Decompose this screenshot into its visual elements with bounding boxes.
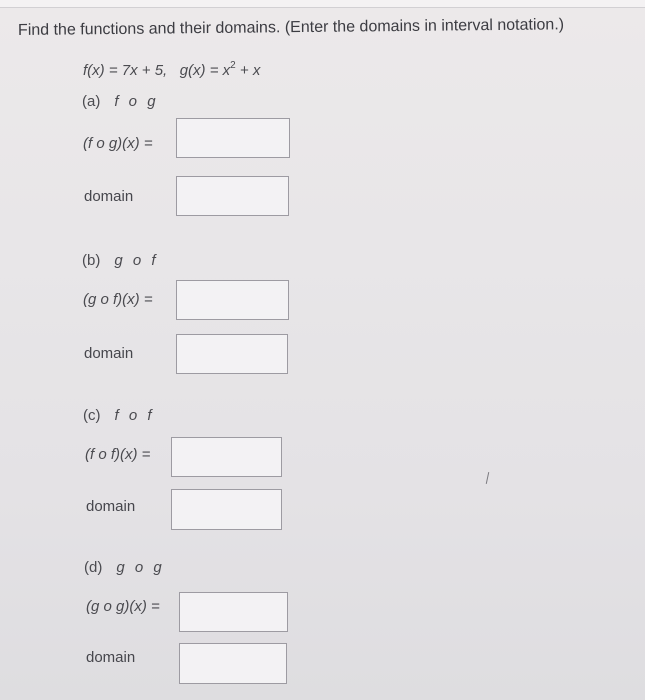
part-b-domain-input[interactable] bbox=[176, 334, 288, 374]
part-c-domain-input[interactable] bbox=[171, 489, 282, 530]
problem-title: Find the functions and their domains. (Enter the domains in interval notation.) bbox=[17, 16, 565, 39]
part-c-operation: f o f bbox=[114, 407, 155, 424]
part-a-label bbox=[82, 93, 159, 110]
function-definitions bbox=[83, 60, 260, 79]
part-c-domain-label: domain bbox=[86, 498, 136, 515]
part-b-label bbox=[82, 252, 159, 269]
part-c-label bbox=[83, 407, 155, 424]
g-definition: g(x) = x bbox=[179, 62, 231, 79]
part-a-domain-input[interactable] bbox=[176, 176, 289, 216]
part-a-letter: (a) bbox=[82, 93, 101, 110]
part-d-operation: g o g bbox=[116, 559, 165, 576]
g-exponent: 2 bbox=[230, 60, 236, 71]
part-c-letter: (c) bbox=[83, 407, 101, 424]
part-b-domain-label: domain bbox=[84, 345, 134, 362]
part-a-answer-input[interactable] bbox=[176, 118, 290, 158]
part-b-letter: (b) bbox=[82, 252, 101, 269]
part-d-answer-input[interactable] bbox=[179, 592, 288, 632]
part-d-label bbox=[84, 559, 165, 576]
part-d-domain-label: domain bbox=[86, 649, 136, 666]
f-definition: f(x) = 7x + 5, bbox=[83, 62, 168, 79]
page-top-edge bbox=[0, 0, 645, 8]
part-c-answer-input[interactable] bbox=[171, 437, 282, 477]
part-d-letter: (d) bbox=[84, 559, 103, 576]
part-a-domain-label: domain bbox=[84, 188, 134, 205]
part-a-expression: (f o g)(x) = bbox=[83, 135, 153, 152]
part-b-answer-input[interactable] bbox=[176, 280, 289, 320]
part-b-expression: (g o f)(x) = bbox=[83, 291, 153, 308]
part-d-domain-input[interactable] bbox=[179, 643, 287, 684]
g-definition-tail: + x bbox=[235, 62, 261, 79]
part-d-expression: (g o g)(x) = bbox=[86, 598, 160, 615]
part-b-operation: g o f bbox=[114, 252, 159, 269]
part-c-expression: (f o f)(x) = bbox=[85, 446, 151, 463]
stray-mark bbox=[486, 472, 489, 484]
part-a-operation: f o g bbox=[114, 93, 159, 110]
